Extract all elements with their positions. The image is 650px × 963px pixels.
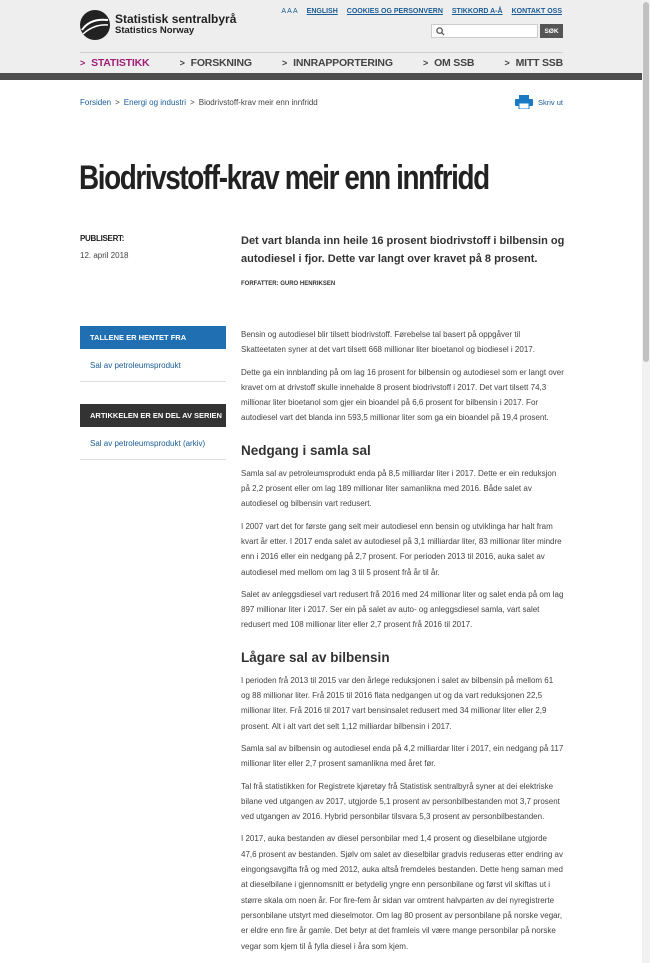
section-heading: Nedgang i samla sal bbox=[241, 442, 371, 458]
paragraph: Salet av anleggsdiesel vart redusert frå 2016 med 24 millionar liter og salet enda på om lag 897 millionar liter i 2017. Ser ein på salet av auto- og anleggsdiesel samla, vart salet redusert med 108 millionar liter eller 2,7 prosent frå 2016 til 2017. bbox=[241, 589, 564, 630]
chevron-right-icon: > bbox=[282, 58, 288, 68]
search-button[interactable]: SØK bbox=[540, 24, 563, 38]
breadcrumb-energy[interactable]: Energi og industri bbox=[123, 98, 187, 107]
logo-name: Statistisk sentralbyrå bbox=[115, 12, 237, 26]
chevron-right-icon: > bbox=[80, 58, 86, 68]
search-icon bbox=[436, 27, 445, 36]
paragraph: I 2017, auka bestanden av diesel personbilar med 1,4 prosent og dieselbilane utgjorde 47,6 prosent av bestanden. Sjølv om salet av dieselbilar gradvis reduseras etter endring av eingongsavgifta frå og med 2012, auka altså fremdeles bestanden. Dette heng saman med at dieselbilane i gjennomsnitt er betydelig yngre enn personbilane og først vil skiftas ut i større skala om noen år. For fire-fem år sidan var omtrent halvparten av dei nyregistrerte personbilane utstyrt med dieselmotor. Om lag 80 prosent av personbilane på norske vegar, er eldre enn fire år gamle. Det betyr at det framleis vil være mange personbilar på norske vegar som kjem til å fylla diesel i åra som kjem. bbox=[241, 834, 563, 951]
series-box-title: ARTIKKELEN ER EN DEL AV SERIEN bbox=[80, 404, 226, 427]
chevron-right-icon: > bbox=[504, 58, 510, 68]
article-author: FORFATTER: GURO HENRIKSEN bbox=[241, 281, 336, 287]
paragraph: Dette ga ein innblanding på om lag 16 prosent for bilbensin og autodiesel som er langt over kravet om at drivstoff skulle innehalde 8 prosent biodrivstoff i 2017. Det vart tilsett 74,3 millionar liter bioetanol som gjer ein bioandel på 6,6 prosent for bilbensin i 2017. For autodiesel vart det blanda inn 593,5 millionar liter som ga ein bioandel på 19,4 prosent. bbox=[241, 367, 564, 423]
search-form bbox=[431, 24, 563, 38]
paragraph: Samla sal av petroleumsprodukt enda på 8,5 milliardar liter i 2017. Dette er ein reduksjon på 2,2 prosent eller om lag 189 millionar liter samanlikna med 2016. Både salet av autodiesel og bilbensin vart redusert. bbox=[241, 468, 557, 509]
breadcrumb bbox=[80, 98, 318, 107]
scrollbar-thumb[interactable] bbox=[643, 2, 649, 362]
print-label: Skriv ut bbox=[538, 97, 564, 107]
nav-forskning[interactable]: > FORSKNING bbox=[179, 57, 252, 69]
article-ingress: Det vart blanda inn heile 16 prosent biodrivstoff i bilbensin og autodiesel i fjor. Dette var langt over kravet på 8 prosent. bbox=[241, 235, 565, 265]
main-nav bbox=[80, 52, 563, 73]
article-body bbox=[241, 327, 564, 961]
breadcrumb-separator: > bbox=[190, 98, 195, 107]
cookies-link[interactable]: COOKIES OG PERSONVERN bbox=[346, 8, 443, 15]
font-size-control[interactable]: A A A bbox=[281, 8, 298, 15]
english-link[interactable]: ENGLISH bbox=[306, 8, 338, 15]
nav-mitt-ssb[interactable]: > MITT SSB bbox=[504, 57, 563, 69]
section-heading: Lågare sal av bilbensin bbox=[241, 649, 390, 665]
paragraph: I 2007 vart det for første gang selt meir autodiesel enn bensin og utviklinga har halt fram kvart år etter. I 2017 enda salet av autodiesel på 3,1 milliardar liter, 83 millionar liter mindre enn i 2016 eller ein nedgang på 2,7 prosent. For perioden 2013 til 2016, auka salet av autodiesel med mellom om lag 3 til 5 prosent frå år til år. bbox=[241, 521, 562, 577]
ssb-logo-icon bbox=[80, 10, 110, 40]
nav-statistikk[interactable]: > STATISTIKK bbox=[80, 57, 150, 69]
series-link[interactable]: Sal av petroleumsprodukt (arkiv) bbox=[80, 427, 226, 460]
paragraph: Bensin og autodiesel blir tilsett biodrivstoff. Førebelse tal basert på oppgåver til Skatteetaten syner at det vart tilsett 668 millionar liter bioetanol og biodiesel i 2017. bbox=[241, 330, 535, 355]
ssb-logo[interactable] bbox=[80, 10, 236, 40]
top-links bbox=[272, 8, 562, 15]
nav-underline bbox=[0, 73, 650, 80]
keywords-link[interactable]: STIKKORD A-Å bbox=[451, 8, 503, 15]
published-label: PUBLISERT: bbox=[80, 234, 125, 243]
breadcrumb-home[interactable]: Forsiden bbox=[80, 98, 112, 107]
source-box-title: TALLENE ER HENTET FRA bbox=[80, 326, 226, 349]
series-box bbox=[80, 404, 226, 460]
paragraph: Tal frå statistikken for Registrete kjøretøy frå Statistisk sentralbyrå syner at dei elektriske bilane ved utgangen av 2017, utgjorde 5,1 prosent av personbilbestanden mot 3,7 prosent ved utgangen av 2016. Hybrid personbilar tilsvara 5,3 prosent av personbilbestanden. bbox=[241, 781, 560, 822]
search-input[interactable] bbox=[448, 31, 538, 43]
nav-om-ssb[interactable]: > OM SSB bbox=[423, 57, 475, 69]
logo-name-english: Statistics Norway bbox=[115, 25, 195, 36]
paragraph: I perioden frå 2013 til 2015 var den årlege reduksjonen i salet av bilbensin på mellom 61 og 88 millionar liter. Frå 2015 til 2016 flata nedgangen ut og da vart reduksjonen 22,5 millionar liter. Frå 2016 til 2017 vart bensinsalet redusert med 34 millionar liter eller 2,9 prosent. Alt i alt vart det selt 1,12 milliardar bilbensin i 2017. bbox=[241, 675, 554, 731]
source-box bbox=[80, 326, 226, 382]
printer-icon bbox=[515, 95, 533, 109]
chevron-right-icon: > bbox=[423, 58, 429, 68]
breadcrumb-current: Biodrivstoff-krav meir enn innfridd bbox=[198, 98, 318, 107]
search-field[interactable] bbox=[431, 24, 538, 38]
paragraph: Samla sal av bilbensin og autodiesel enda på 4,2 milliardar liter i 2017, ein nedgang på 117 millionar liter eller 2,7 prosent samanlikna med året før. bbox=[241, 743, 564, 769]
contact-link[interactable]: KONTAKT OSS bbox=[511, 8, 562, 15]
chevron-right-icon: > bbox=[179, 58, 185, 68]
print-button[interactable] bbox=[515, 95, 563, 109]
source-link[interactable]: Sal av petroleumsprodukt bbox=[80, 349, 226, 382]
published-date: 12. april 2018 bbox=[80, 251, 129, 260]
breadcrumb-separator: > bbox=[115, 98, 120, 107]
nav-innrapportering[interactable]: > INNRAPPORTERING bbox=[282, 57, 393, 69]
page-title: Biodrivstoff-krav meir enn innfridd bbox=[79, 159, 489, 197]
